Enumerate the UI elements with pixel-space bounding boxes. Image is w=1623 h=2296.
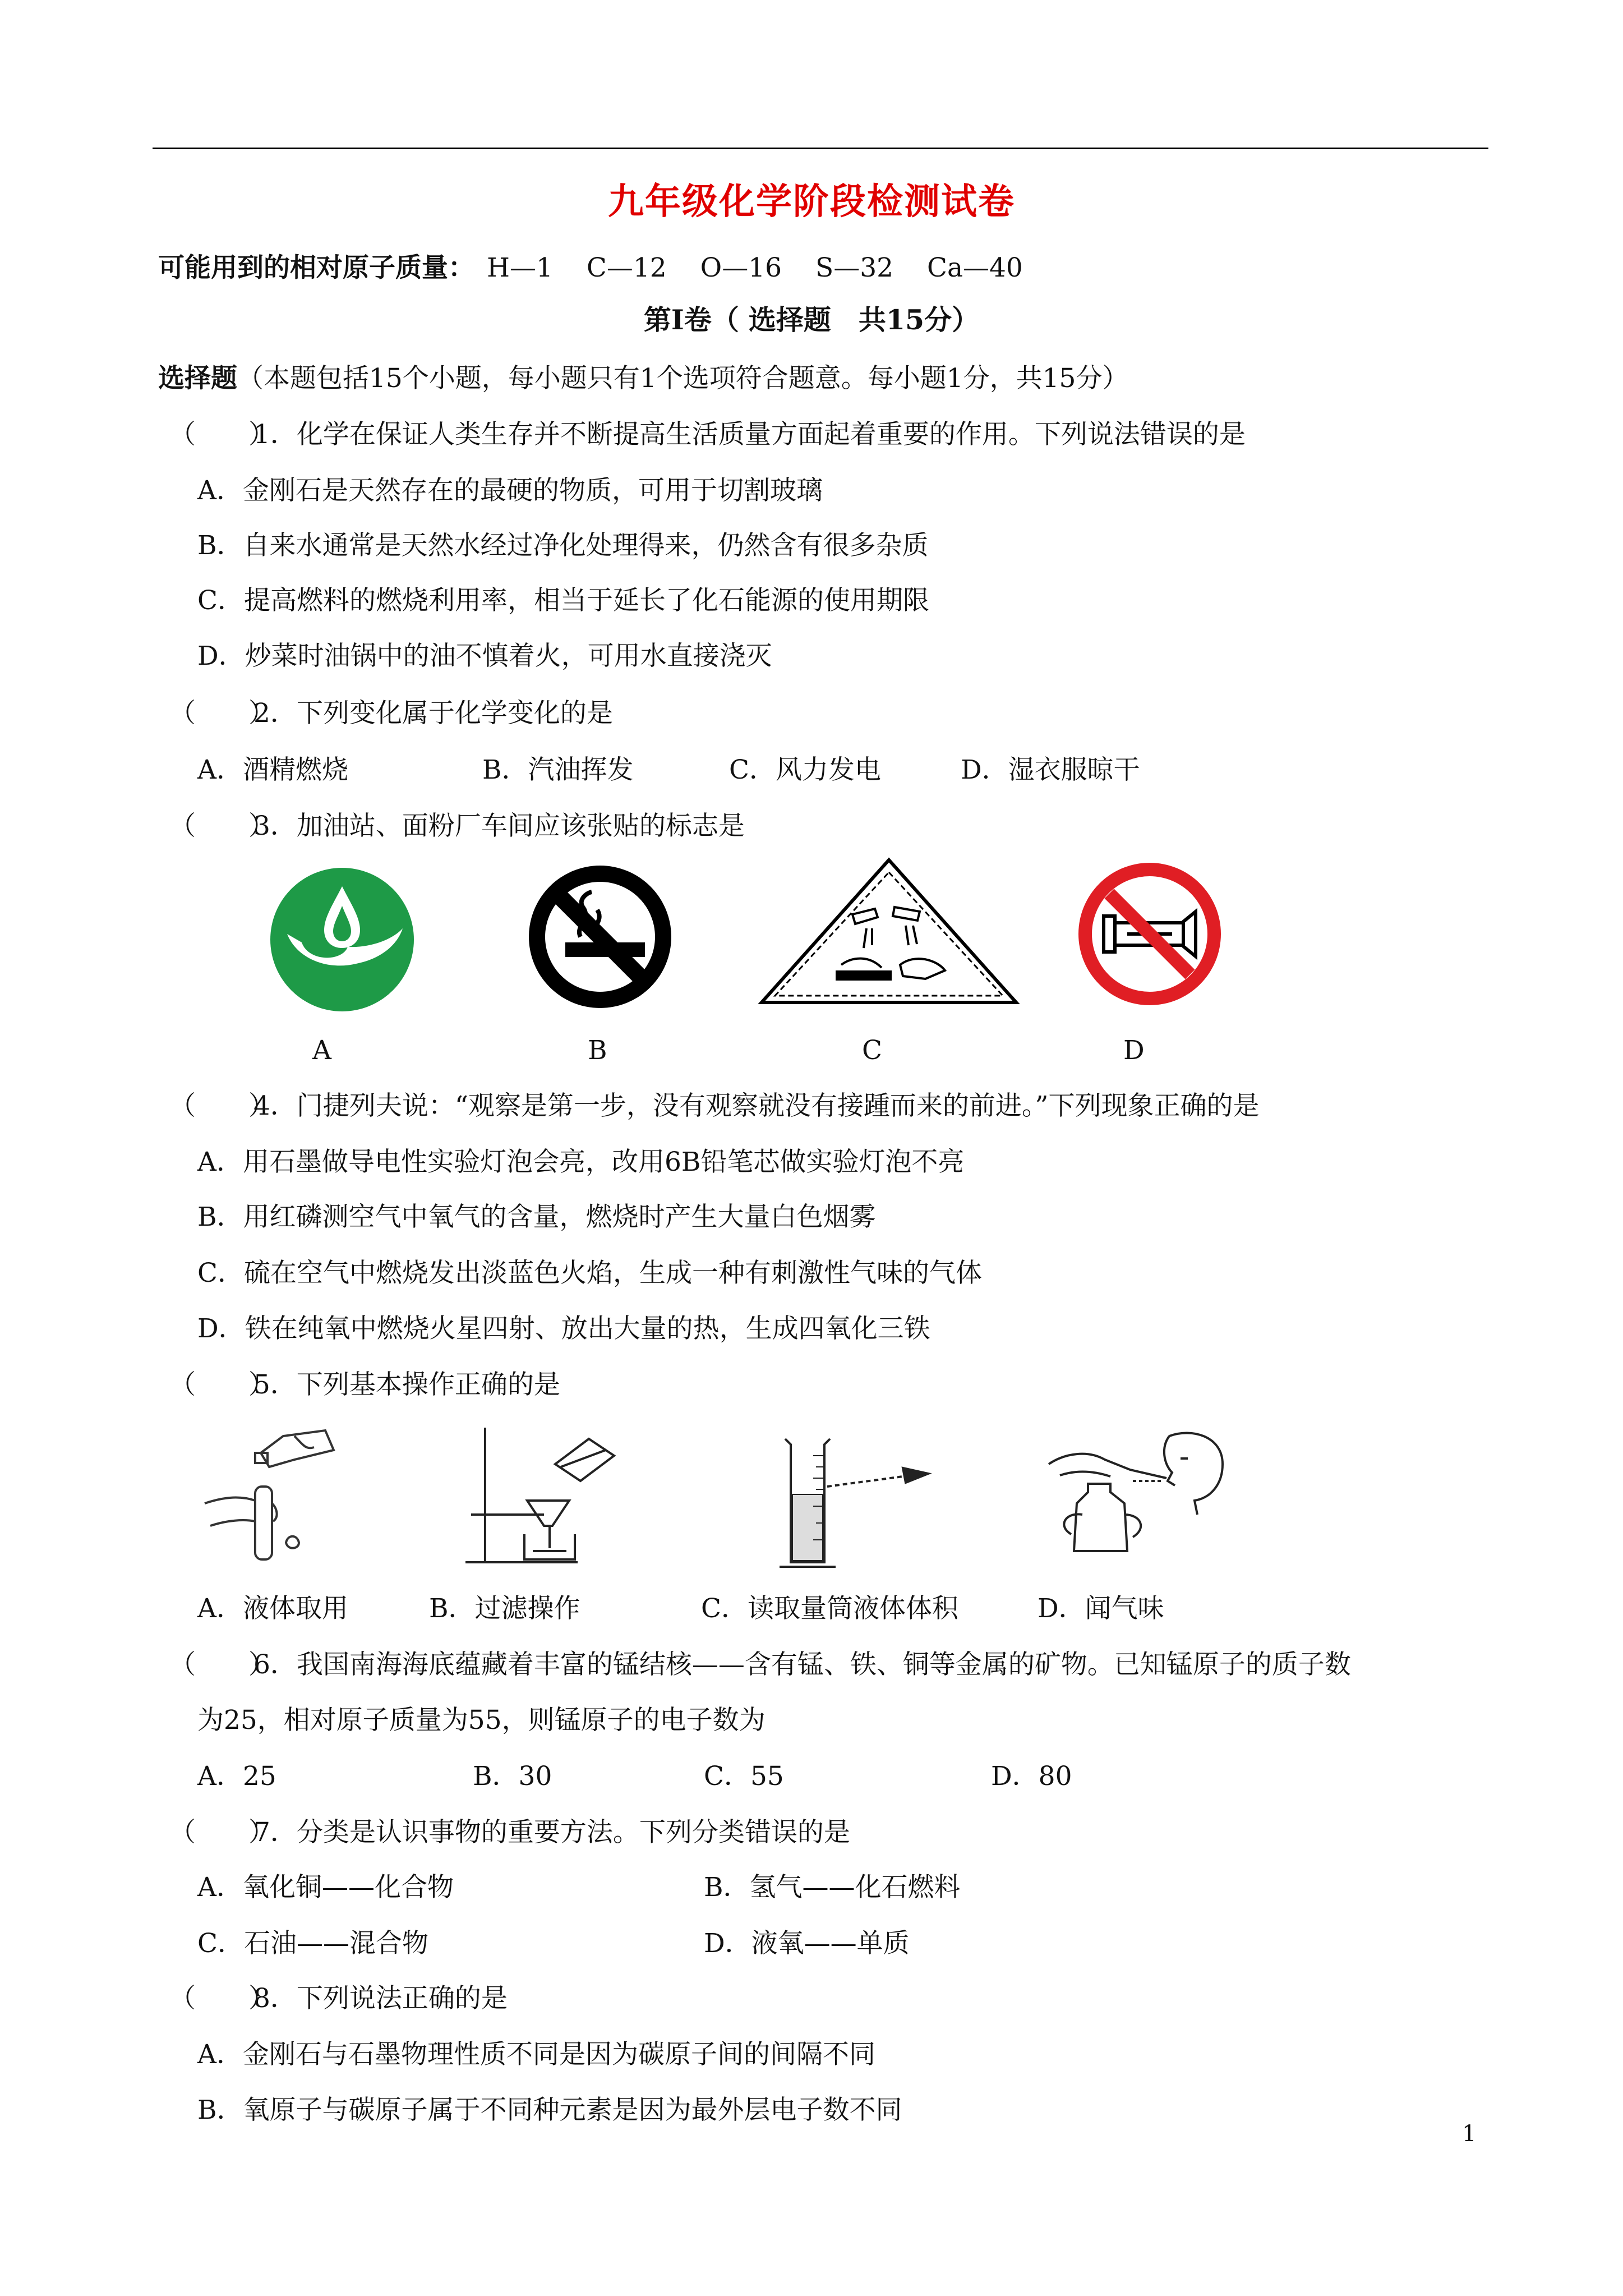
- option-b: B．30: [473, 1761, 552, 1792]
- option-b: B．自来水通常是天然水经过净化处理得来，仍然含有很多杂质: [197, 530, 929, 561]
- question-stem: 5．下列基本操作正确的是: [253, 1369, 560, 1400]
- option-a: A．酒精燃烧: [197, 754, 348, 785]
- smelling-drawing: [1043, 1425, 1245, 1576]
- figure-label-c: C: [862, 1035, 882, 1066]
- answer-blank[interactable]: （ ）: [169, 419, 275, 450]
- option-b: B．用红磷测空气中氧气的含量，燃烧时产生大量白色烟雾: [197, 1202, 876, 1232]
- option-a: A．用石墨做导电性实验灯泡会亮，改用6B铅笔芯做实验灯泡不亮: [197, 1147, 965, 1177]
- atomic-mass-item: O—16: [700, 252, 782, 283]
- option-c: C．石油——混合物: [197, 1928, 428, 1959]
- instructions-line: [158, 362, 1128, 395]
- atomic-mass-item: H—1: [487, 252, 553, 283]
- question-5: [169, 1368, 560, 1402]
- question-stem: 6．我国南海海底蕴藏着丰富的锰结核——含有锰、铁、铜等金属的矿物。已知锰原子的质子数: [253, 1649, 1351, 1680]
- atomic-mass-item: Ca—40: [927, 252, 1023, 283]
- option-c: C．风力发电: [729, 754, 881, 785]
- question-3: [169, 809, 745, 843]
- graduated-cylinder-drawing: [774, 1433, 959, 1573]
- question-stem-continued: 为25，相对原子质量为55，则锰原子的电子数为: [197, 1705, 766, 1736]
- option-a: A．金刚石与石墨物理性质不同是因为碳原子间的间隔不同: [197, 2039, 875, 2070]
- atomic-mass-line: [158, 251, 1023, 285]
- header-rule: [153, 148, 1488, 149]
- water-saving-sign: [258, 864, 426, 1015]
- question-6: [169, 1648, 1351, 1682]
- option-c: C．提高燃料的燃烧利用率，相当于延长了化石能源的使用期限: [197, 585, 929, 616]
- option-a: A．液体取用: [197, 1593, 348, 1624]
- option-d: D．湿衣服晾干: [961, 754, 1140, 785]
- option-d: D．闻气味: [1038, 1593, 1164, 1624]
- question-stem: 2．下列变化属于化学变化的是: [253, 698, 613, 729]
- option-a: A．金刚石是天然存在的最硬的物质，可用于切割玻璃: [197, 475, 823, 506]
- page-number: 1: [1462, 2121, 1477, 2147]
- option-c: C．硫在空气中燃烧发出淡蓝色火焰，生成一种有刺激性气味的气体: [197, 1258, 982, 1289]
- option-d: D．炒菜时油锅中的油不慎着火，可用水直接浇灭: [197, 641, 772, 671]
- question-stem: 7．分类是认识事物的重要方法。下列分类错误的是: [253, 1817, 850, 1848]
- atomic-mass-label: 可能用到的相对原子质量：: [158, 252, 474, 283]
- option-d: D．液氧——单质: [704, 1928, 910, 1959]
- option-c: C．读取量筒液体体积: [701, 1593, 958, 1624]
- question-4: [169, 1089, 1259, 1123]
- answer-blank[interactable]: （ ）: [169, 698, 275, 729]
- instructions-bold: 选择题: [158, 363, 237, 394]
- option-a: A．氧化铜——化合物: [197, 1872, 454, 1903]
- question-stem: 8．下列说法正确的是: [253, 1983, 508, 2014]
- option-d: D．80: [991, 1761, 1072, 1792]
- question-stem: 4．门捷列夫说：“观察是第一步，没有观察就没有接踵而来的前进。”下列现象正确的是: [253, 1091, 1260, 1121]
- filtration-drawing: [460, 1416, 628, 1573]
- answer-blank[interactable]: （ ）: [169, 1369, 275, 1400]
- option-a: A．25: [197, 1761, 276, 1792]
- atomic-mass-item: C—12: [586, 252, 667, 283]
- no-smoking-sign: [522, 858, 679, 1015]
- atomic-mass-item: S—32: [815, 252, 894, 283]
- option-b: B．汽油挥发: [482, 754, 634, 785]
- option-b: B．过滤操作: [429, 1593, 580, 1624]
- exam-title: 九年级化学阶段检测试卷: [608, 181, 1015, 223]
- option-d: D．铁在纯氧中燃烧火星四射、放出大量的热，生成四氧化三铁: [197, 1313, 930, 1344]
- question-2: [169, 697, 613, 730]
- option-c: C．55: [704, 1761, 784, 1792]
- pouring-liquid-drawing: [199, 1419, 367, 1571]
- no-horn-sign: [1071, 855, 1228, 1013]
- question-8: [169, 1982, 508, 2016]
- instructions-text: （本题包括15个小题，每小题只有1个选项符合题意。每小题1分，共15分）: [237, 363, 1129, 394]
- option-b: B．氢气——化石燃料: [704, 1872, 961, 1903]
- question-7: [169, 1816, 850, 1849]
- answer-blank[interactable]: （ ）: [169, 1091, 275, 1121]
- answer-blank[interactable]: （ ）: [169, 1649, 275, 1680]
- figure-label-a: A: [312, 1035, 331, 1066]
- option-b: B．氧原子与碳原子属于不同种元素是因为最外层电子数不同: [197, 2095, 902, 2125]
- figure-label-b: B: [588, 1035, 607, 1066]
- answer-blank[interactable]: （ ）: [169, 1983, 275, 2014]
- figure-label-d: D: [1123, 1035, 1145, 1066]
- answer-blank[interactable]: （ ）: [169, 811, 275, 841]
- answer-blank[interactable]: （ ）: [169, 1817, 275, 1848]
- corrosive-sign: [757, 855, 1021, 1007]
- question-1: [169, 418, 1246, 452]
- section-heading: 第Ⅰ卷（ 选择题 共15分）: [643, 303, 980, 336]
- question-stem: 1．化学在保证人类生存并不断提高生活质量方面起着重要的作用。下列说法错误的是: [253, 419, 1246, 450]
- question-stem: 3．加油站、面粉厂车间应该张贴的标志是: [253, 811, 745, 841]
